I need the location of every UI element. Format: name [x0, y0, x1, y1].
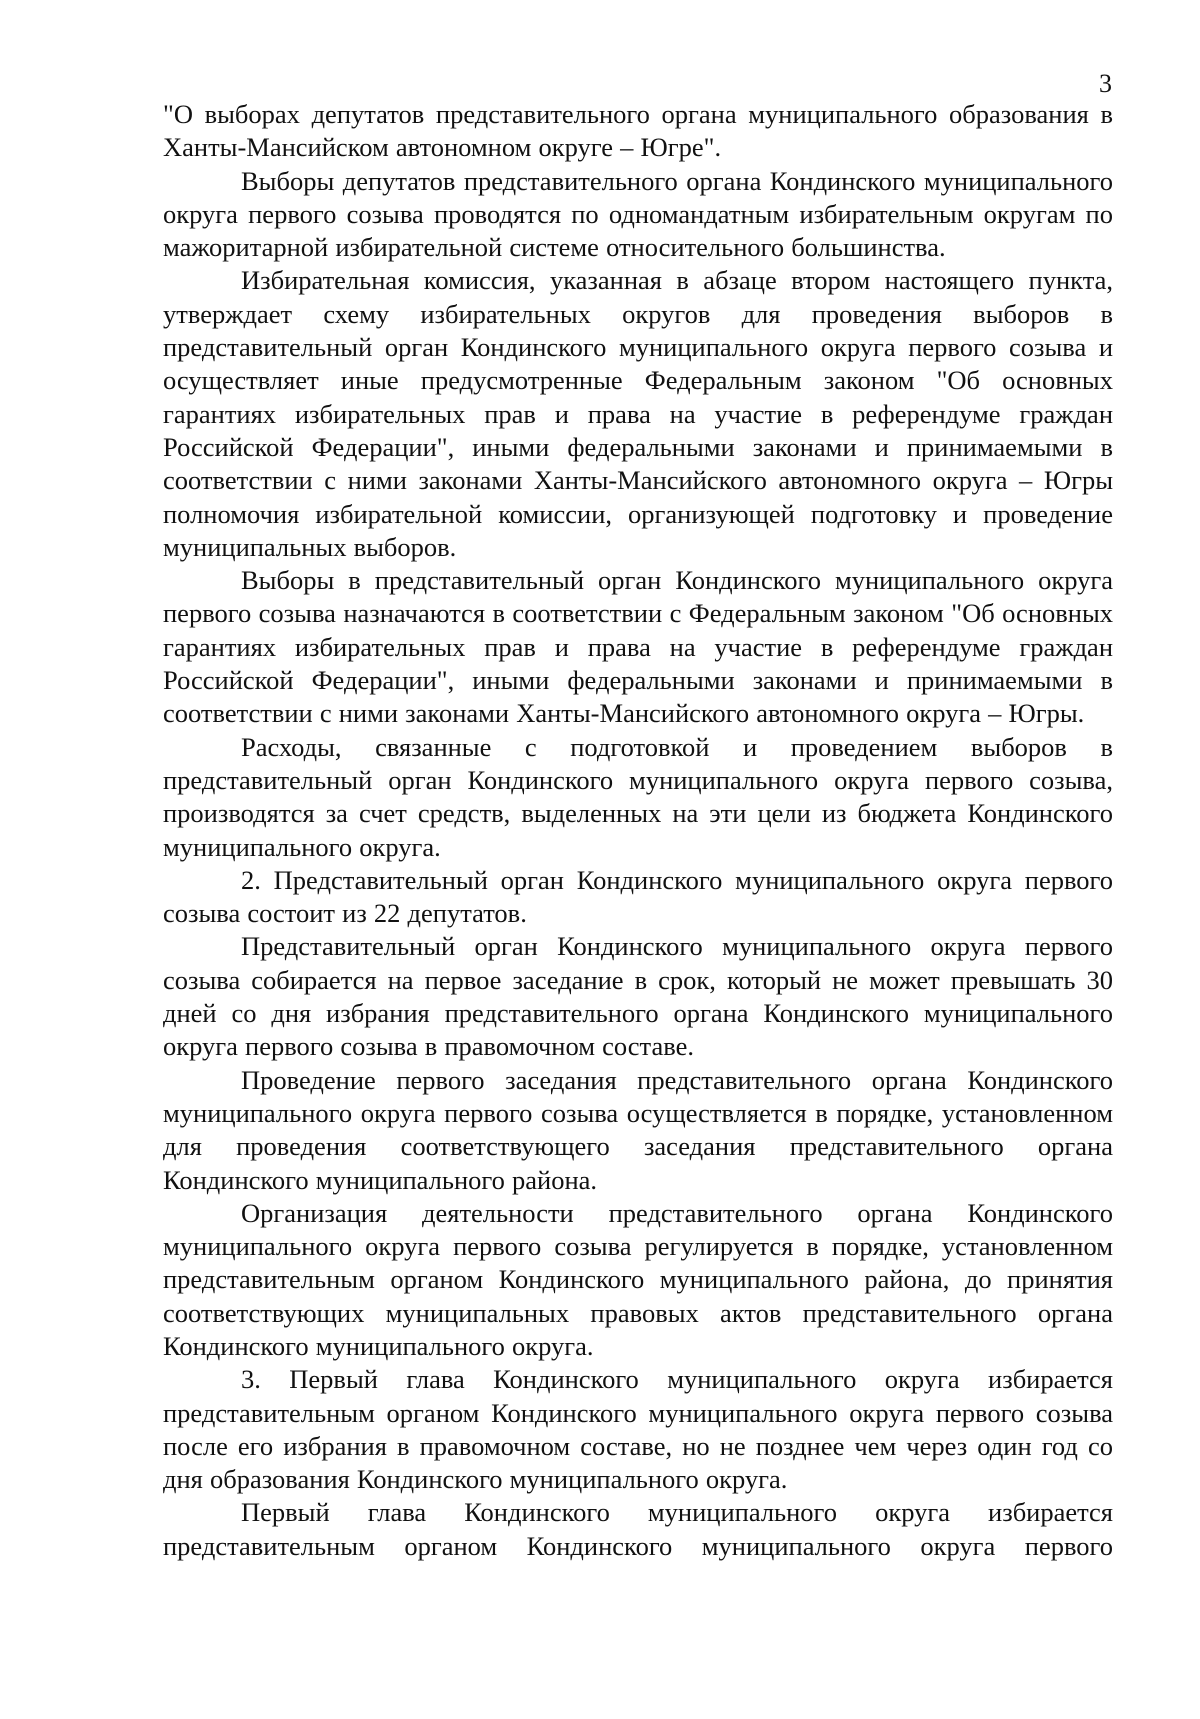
- paragraph: Выборы депутатов представительного органа Кондинского муниципального округа первого созыва проводятся по одномандатным избирательным округам по мажоритарной избирательной системе относительного большинства.: [163, 165, 1113, 263]
- paragraph: Организация деятельности представительного органа Кондинского муниципального округа первого созыва регулируется в порядке, установленном представительным органом Кондинского муниципального района, до принятия соответствующих муниципальных правовых актов представительного органа Кондинского муниципального округа.: [163, 1197, 1113, 1361]
- paragraph: Расходы, связанные с подготовкой и проведением выборов в представительный орган Кондинского муниципального округа первого созыва, производятся за счет средств, выделенных на эти цели из бюджета Кондинского муниципального округа.: [163, 731, 1113, 862]
- paragraph-continuation: "О выборах депутатов представительного органа муниципального образования в Ханты-Мансийском автономном округе – Югре".: [163, 99, 1113, 163]
- paragraph: Избирательная комиссия, указанная в абзаце втором настоящего пункта, утверждает схему избирательных округов для проведения выборов в представительный орган Кондинского муниципального округа первого созыва и осуществляет иные предусмотренные Федеральным законом "Об основных гарантиях избирательных прав и права на участие в референдуме граждан Российской Федерации", иными федеральными законами и принимаемыми в соответствии с ними законами Ханты-Мансийского автономного округа – Югры полномочия избирательной комиссии, организующей подготовку и проведение муниципальных выборов.: [163, 265, 1113, 562]
- paragraph: Проведение первого заседания представительного органа Кондинского муниципального округа первого созыва осуществляется в порядке, установленном для проведения соответствующего заседания представительного органа Кондинского муниципального района.: [163, 1064, 1113, 1195]
- paragraph-continued-next-page: Первый глава Кондинского муниципального округа избирается представительным органом Кондинского муниципального округа первого: [163, 1497, 1113, 1561]
- paragraph-item-2: 2. Представительный орган Кондинского муниципального округа первого созыва состоит из 22 депутатов.: [163, 864, 1113, 929]
- document-body: [163, 98, 1113, 1563]
- paragraph-item-3: 3. Первый глава Кондинского муниципального округа избирается представительным органом Кондинского муниципального округа первого созыва после его избрания в правомочном составе, но не позднее чем через один год со дня образования Кондинского муниципального округа.: [163, 1364, 1113, 1495]
- page-number: 3: [1099, 69, 1112, 98]
- paragraph: Выборы в представительный орган Кондинского муниципального округа первого созыва назначаются в соответствии с Федеральным законом "Об основных гарантиях избирательных прав и права на участие в референдуме граждан Российской Федерации", иными федеральными законами и принимаемыми в соответствии с ними законами Ханты-Мансийского автономного округа – Югры.: [163, 565, 1113, 729]
- paragraph: Представительный орган Кондинского муниципального округа первого созыва собирается на первое заседание в срок, который не может превышать 30 дней со дня избрания представительного органа Кондинского муниципального округа первого созыва в правомочном составе.: [163, 931, 1113, 1062]
